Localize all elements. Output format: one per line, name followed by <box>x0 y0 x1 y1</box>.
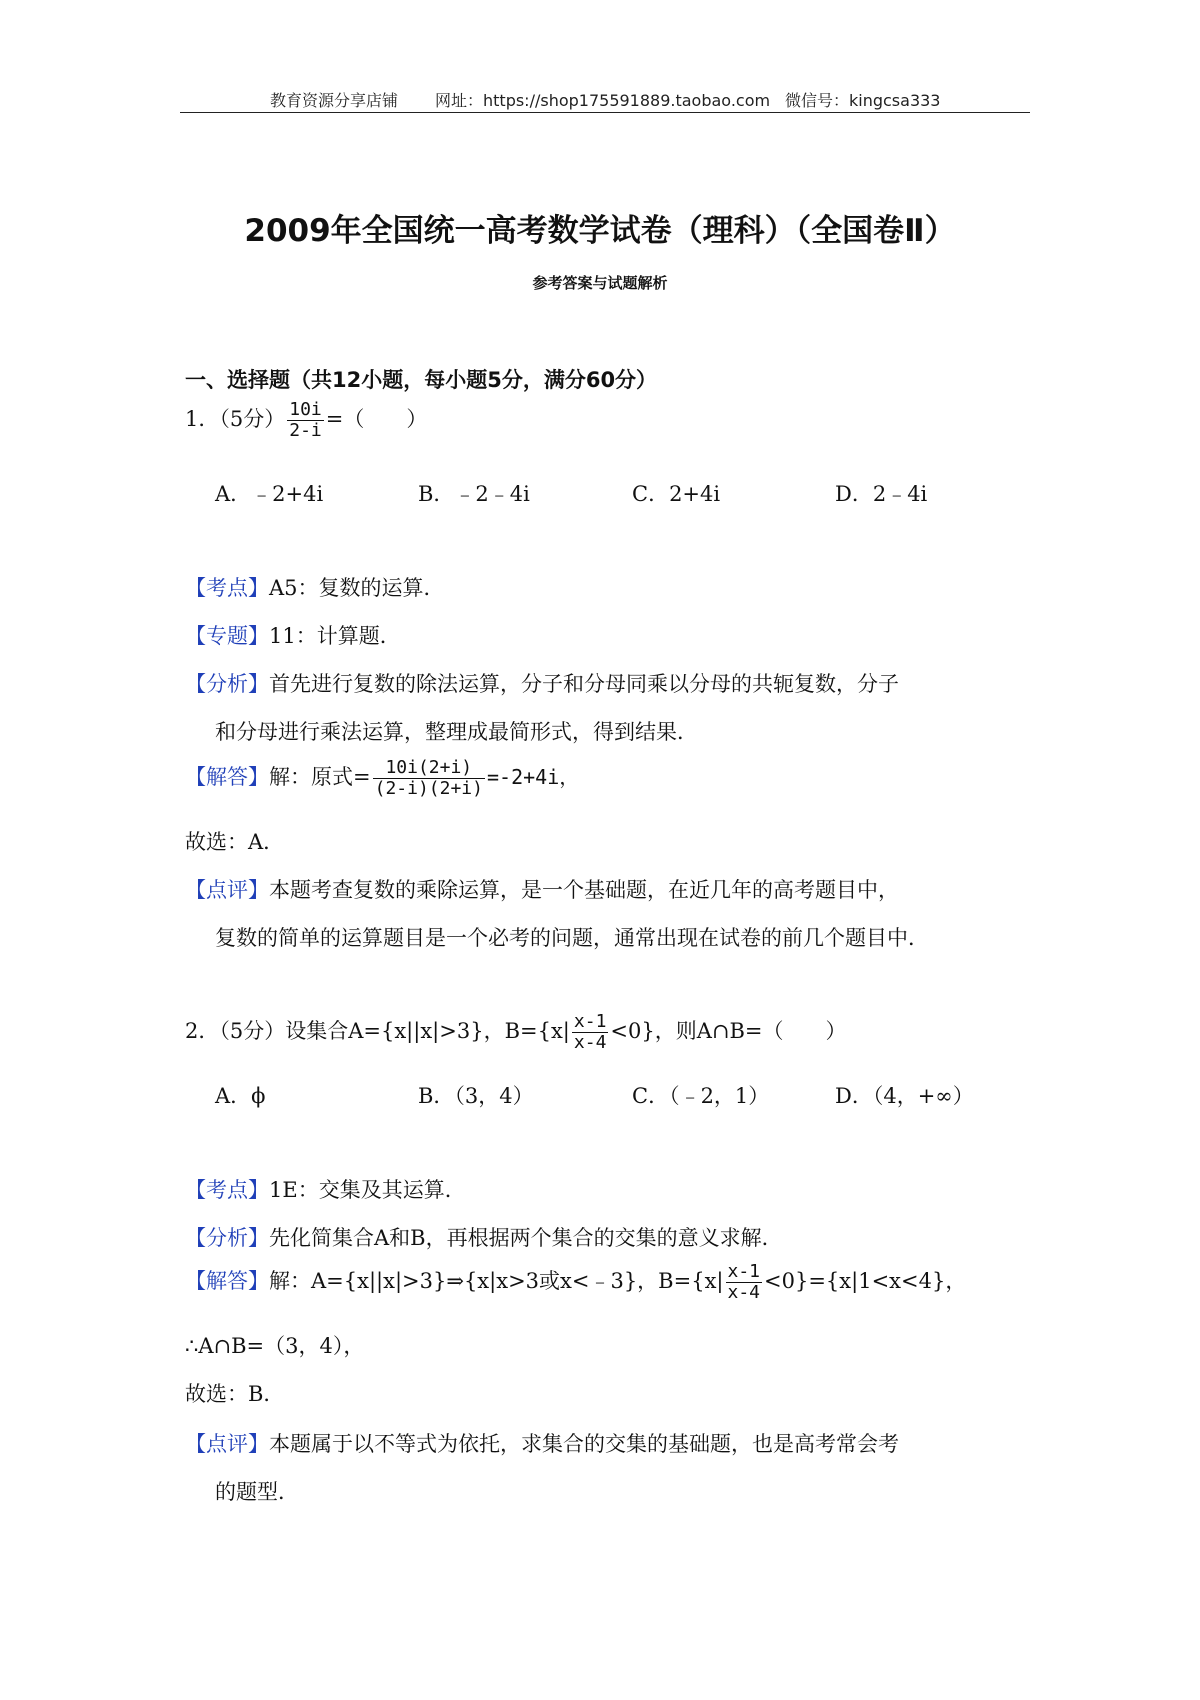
q2-dianping-cont: 的题型． <box>215 1480 299 1504</box>
dianping-tag: 【点评】 <box>185 878 269 902</box>
dianping-text-1: 本题考查复数的乘除运算，是一个基础题，在近几年的高考题目中， <box>269 878 899 902</box>
question-2-option-c: C．（﹣2，1） <box>632 1084 770 1108</box>
section-heading: 一、选择题（共12小题，每小题5分，满分60分） <box>185 368 658 392</box>
kaodian-text: 1E：交集及其运算． <box>269 1178 466 1202</box>
header-wechat: 微信号：kingcsa333 <box>785 91 941 110</box>
fraction-numerator: 10i <box>289 399 322 420</box>
jieda-tag: 【解答】 <box>185 1269 269 1293</box>
question-2-prefix: 2．（5分）设集合A={x||x|>3}，B={x| <box>185 1019 570 1043</box>
kaodian-tag: 【考点】 <box>185 576 269 600</box>
zhuanti-text: 11：计算题． <box>269 624 401 648</box>
q1-dianping <box>185 874 899 904</box>
fenxi-text-1: 首先进行复数的除法运算，分子和分母同乘以分母的共轭复数，分子 <box>269 672 899 696</box>
question-2-stem <box>185 1012 847 1053</box>
question-2-fraction <box>572 1012 609 1053</box>
page-title: 2009年全国统一高考数学试卷（理科）（全国卷Ⅱ） <box>244 213 956 249</box>
question-2-option-a: A．ϕ <box>215 1084 266 1108</box>
question-1-option-d: D．2﹣4i <box>835 482 928 506</box>
dianping-text-1: 本题属于以不等式为依托，求集合的交集的基础题，也是高考常会考 <box>269 1432 899 1456</box>
question-1-prefix: 1．（5分） <box>185 407 286 431</box>
fraction-numerator: x-1 <box>727 1261 761 1282</box>
header-divider <box>180 112 1030 113</box>
question-1-fraction <box>287 400 324 441</box>
q1-fenxi <box>185 668 899 698</box>
question-2-option-d: D．（4，+∞） <box>835 1084 974 1108</box>
fenxi-text: 先化简集合A和B，再根据两个集合的交集的意义求解． <box>269 1226 783 1250</box>
fraction-numerator: 10i(2+i) <box>373 758 485 779</box>
q1-fenxi-cont: 和分母进行乘法运算，整理成最简形式，得到结果． <box>215 720 698 744</box>
jieda-fraction <box>373 758 485 799</box>
jieda-suffix: =-2+4i， <box>486 765 580 789</box>
page-header <box>180 86 1030 112</box>
jieda-prefix: 解：原式= <box>269 765 371 789</box>
q2-guxuan: 故选：B． <box>185 1382 285 1406</box>
q1-zhuanti <box>185 620 401 650</box>
header-site-url: 网址：https://shop175591889.taobao.com <box>435 91 771 110</box>
question-2-suffix: <0}，则A∩B=（ ） <box>610 1019 847 1043</box>
jieda-suffix: <0}={x|1<x<4}， <box>764 1269 967 1293</box>
question-1-stem <box>185 400 427 441</box>
question-1-option-b: B．﹣2﹣4i <box>418 482 530 506</box>
q2-jieda <box>185 1262 966 1303</box>
page-subtitle: 参考答案与试题解析 <box>532 274 668 292</box>
q1-guxuan: 故选：A． <box>185 830 285 854</box>
jieda-tag: 【解答】 <box>185 765 269 789</box>
question-1-option-c: C．2+4i <box>632 482 721 506</box>
q1-jieda <box>185 758 579 799</box>
kaodian-text: A5：复数的运算． <box>269 576 445 600</box>
q1-dianping-cont: 复数的简单的运算题目是一个必考的问题，通常出现在试卷的前几个题目中． <box>215 926 929 950</box>
fenxi-tag: 【分析】 <box>185 672 269 696</box>
jieda-fraction <box>726 1262 763 1303</box>
question-2-option-b: B．（3，4） <box>418 1084 534 1108</box>
q2-therefore: ∴A∩B=（3，4）， <box>185 1334 365 1358</box>
q2-dianping <box>185 1428 899 1458</box>
dianping-tag: 【点评】 <box>185 1432 269 1456</box>
fraction-numerator: x-1 <box>573 1011 607 1032</box>
q1-kaodian <box>185 572 445 602</box>
fraction-denominator: x-4 <box>727 1282 761 1303</box>
kaodian-tag: 【考点】 <box>185 1178 269 1202</box>
fraction-denominator: 2-i <box>289 420 322 441</box>
q2-kaodian <box>185 1174 466 1204</box>
fenxi-tag: 【分析】 <box>185 1226 269 1250</box>
q2-fenxi <box>185 1222 783 1252</box>
fraction-denominator: (2-i)(2+i) <box>374 778 483 799</box>
fraction-denominator: x-4 <box>573 1032 607 1053</box>
question-1-option-a: A．﹣2+4i <box>215 482 324 506</box>
jieda-prefix: 解：A={x||x|>3}⇒{x|x>3或x<﹣3}，B={x| <box>269 1269 724 1293</box>
zhuanti-tag: 【专题】 <box>185 624 269 648</box>
header-shop-name: 教育资源分享店铺 <box>270 91 399 110</box>
question-1-suffix: =（ ） <box>325 407 428 431</box>
